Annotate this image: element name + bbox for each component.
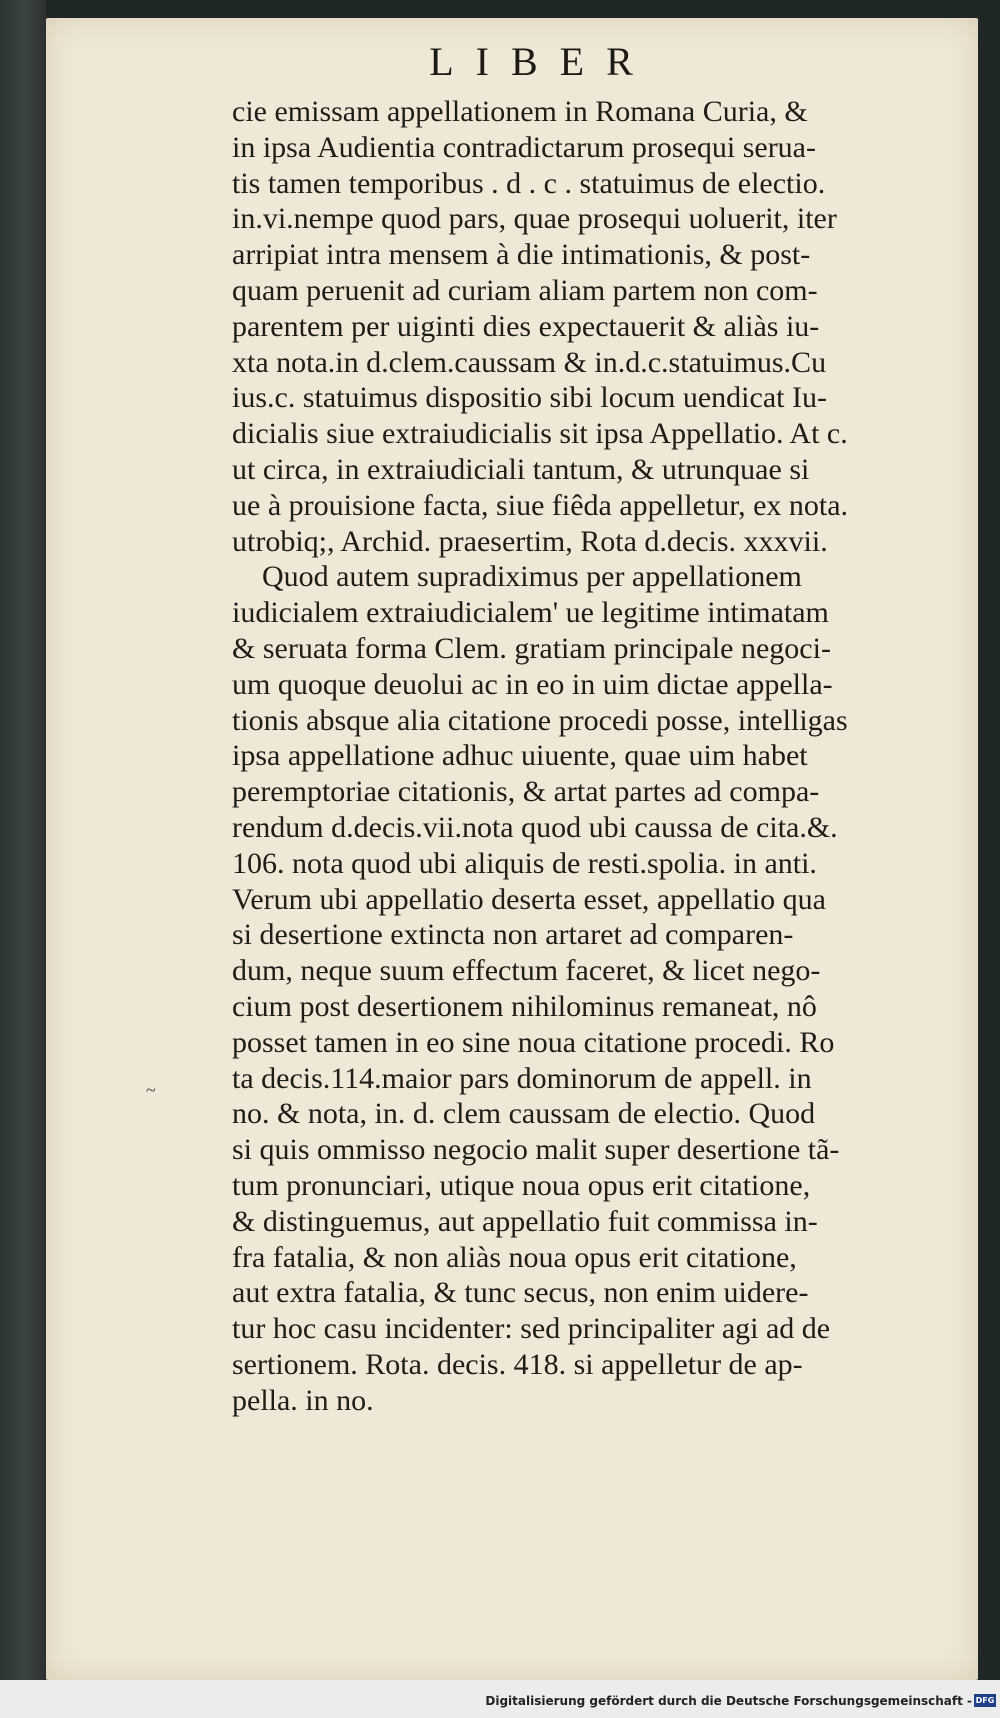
text-line: cium post desertionem nihilominus remaneat, nô bbox=[232, 989, 817, 1023]
text-line: iudicialem extraiudicialem' ue legitime intimatam bbox=[232, 596, 829, 630]
text-line: aut extra fatalia, & tunc secus, non enim uidere- bbox=[232, 1276, 809, 1310]
text-line: ue à prouisione facta, siue fiêda appelletur, ex nota. bbox=[232, 488, 849, 522]
text-line: tis tamen temporibus . d . c . statuimus de electio. bbox=[232, 166, 826, 200]
text-line: Verum ubi appellatio deserta esset, appellatio qua bbox=[232, 882, 826, 916]
text-line: quam peruenit ad curiam aliam partem non com- bbox=[232, 273, 818, 307]
text-line: si quis ommisso negocio malit super desertione tã- bbox=[232, 1133, 840, 1167]
text-line: Quod autem supradiximus per appellationem bbox=[232, 560, 802, 594]
text-line: ut circa, in extraiudiciali tantum, & utrunquae si bbox=[232, 452, 810, 486]
text-line: 106. nota quod ubi aliquis de resti.spolia. in anti. bbox=[232, 846, 817, 880]
footer-bar bbox=[0, 1680, 1000, 1718]
text-line: ta decis.114.maior pars dominorum de appell. in bbox=[232, 1061, 812, 1095]
book-binding bbox=[0, 0, 46, 1690]
dfg-logo: DFG bbox=[975, 1696, 995, 1705]
text-line: in ipsa Audientia contradictarum prosequi serua- bbox=[232, 130, 816, 164]
text-line: arripiat intra mensem à die intimationis, & post- bbox=[232, 238, 811, 272]
text-line: tur hoc casu incidenter: sed principaliter agi ad de bbox=[232, 1312, 831, 1346]
text-line: posset tamen in eo sine noua citatione procedi. Ro bbox=[232, 1025, 835, 1059]
text-line: & seruata forma Clem. gratiam principale negoci- bbox=[232, 631, 831, 665]
text-line: tionis absque alia citatione procedi posse, intelligas bbox=[232, 703, 848, 737]
text-line: cie emissam appellationem in Romana Curia, & bbox=[232, 95, 808, 128]
text-line: rendum d.decis.vii.nota quod ubi caussa de cita.&. bbox=[232, 810, 838, 844]
text-line: si desertione extincta non artaret ad comparen- bbox=[232, 918, 794, 952]
text-line: ipsa appellatione adhuc uiuente, quae uim habet bbox=[232, 739, 808, 773]
text-line: sertionem. Rota. decis. 418. si appelletur de ap- bbox=[232, 1347, 803, 1381]
text-line: parentem per uiginti dies expectauerit & aliàs iu- bbox=[232, 309, 820, 343]
text-line: dicialis siue extraiudicialis sit ipsa Appellatio. At c. bbox=[232, 417, 848, 451]
text-line: utrobiq;, Archid. praesertim, Rota d.decis. xxxvii. bbox=[232, 524, 828, 558]
text-line: in.vi.nempe quod pars, quae prosequi uoluerit, iter bbox=[232, 202, 837, 236]
text-line: um quoque deuolui ac in eo in uim dictae appella- bbox=[232, 667, 833, 701]
text-line: pella. in no. bbox=[232, 1383, 374, 1417]
footer-credit: Digitalisierung gefördert durch die Deutsche Forschungsgemeinschaft - bbox=[485, 1694, 972, 1708]
text-line: no. & nota, in. d. clem caussam de electio. Quod bbox=[232, 1097, 816, 1131]
text-line: ius.c. statuimus dispositio sibi locum uendicat Iu- bbox=[232, 381, 827, 415]
text-line: dum, neque suum effectum faceret, & licet nego- bbox=[232, 954, 821, 988]
body-text bbox=[232, 94, 944, 1418]
text-line: xta nota.in d.clem.caussam & in.d.c.statuimus.Cu bbox=[232, 345, 827, 379]
text-line: tum pronunciari, utique noua opus erit citatione, bbox=[232, 1168, 811, 1202]
running-header: LIBER bbox=[429, 39, 655, 84]
text-line: & distinguemus, aut appellatio fuit commissa in- bbox=[232, 1204, 818, 1238]
book-page bbox=[46, 18, 978, 1680]
margin-mark: ~ bbox=[146, 1080, 156, 1100]
text-line: fra fatalia, & non aliàs noua opus erit citatione, bbox=[232, 1240, 797, 1274]
text-line: peremptoriae citationis, & artat partes ad compa- bbox=[232, 775, 820, 809]
